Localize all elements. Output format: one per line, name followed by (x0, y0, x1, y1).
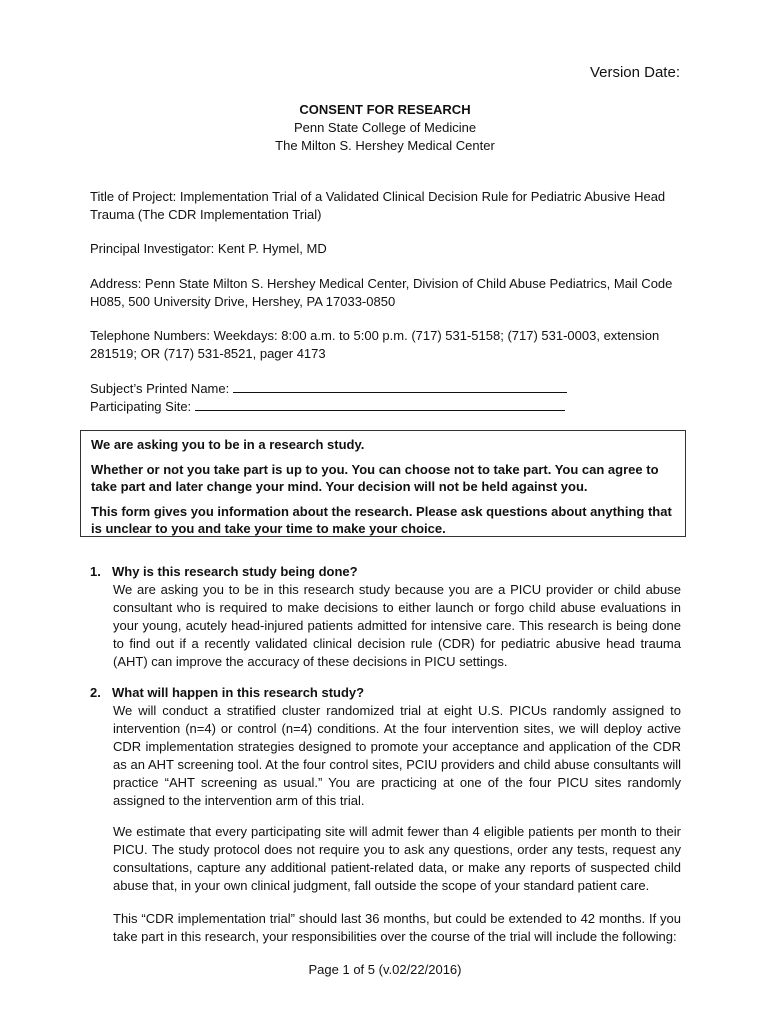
section-1-number: 1. (90, 564, 101, 579)
subject-name-label: Subject’s Printed Name: (90, 381, 230, 396)
section-2-heading (90, 684, 364, 702)
page-footer: Page 1 of 5 (v.02/22/2016) (308, 962, 462, 977)
principal-investigator: Principal Investigator: Kent P. Hymel, MD (90, 241, 327, 256)
address: Address: Penn State Milton S. Hershey Medical Center, Division of Child Abuse Pediatrics, Mail Code H085, 500 University Drive, Hershey, PA 17033-0850 (90, 276, 673, 309)
participating-site-blank-line (195, 397, 565, 411)
version-date-label: Version Date: (589, 64, 680, 81)
notice-line-2: Whether or not you take part is up to you. You can choose not to take part. You can agree to take part and later change your mind. Your decision will not be held against you. (91, 462, 659, 494)
section-2-paragraph-2: We estimate that every participating site will admit fewer than 4 eligible patients per month to their PICU. The study protocol does not require you to ask any questions, order any tests, request any consultations, capture any additional patient-related data, or make any reports of suspected child abuse that, in your own clinical judgment, fall outside the scope of your standard patient care. (113, 824, 681, 893)
section-2-number: 2. (90, 685, 101, 700)
medical-center-name: The Milton S. Hershey Medical Center (275, 138, 495, 153)
document-title: CONSENT FOR RESEARCH (299, 102, 471, 117)
notice-line-1: We are asking you to be in a research study. (91, 437, 365, 452)
participating-site-field (90, 397, 686, 416)
project-title: Title of Project: Implementation Trial of a Validated Clinical Decision Rule for Pediatric Abusive Head Trauma (The CDR Implementation Trial) (90, 189, 666, 222)
institution-name: Penn State College of Medicine (293, 120, 477, 135)
document-header (0, 101, 770, 155)
section-2-paragraph-3: This “CDR implementation trial” should last 36 months, but could be extended to 42 months. If you take part in this research, your responsibilities over the course of the trial will include the following: (113, 911, 681, 944)
subject-name-blank-line (233, 379, 567, 393)
subject-name-field (90, 379, 686, 398)
section-1-paragraph-1: We are asking you to be in this research study because you are a PICU provider or child abuse consultant who is required to make decisions to either launch or forgo child abuse evaluations in your young, acutely head-injured patients admitted for intensive care. This research is being done to find out if a recently validated clinical decision rule (CDR) for pediatric abusive head trauma (AHT) can improve the accuracy of these decisions in PICU settings. (113, 582, 681, 669)
section-1-title: Why is this research study being done? (112, 564, 358, 579)
section-2-paragraph-1: We will conduct a stratified cluster randomized trial at eight U.S. PICUs randomly assigned to intervention (n=4) or control (n=4) conditions. At the four intervention sites, we will deploy active CDR implementation strategies designed to promote your acceptance and application of the CDR as an AHT screening tool. At the four control sites, PCIU providers and child abuse consultants will practice “AHT screening as usual.” You are practicing at one of the four PICU sites randomly assigned to the intervention arm of this trial. (113, 703, 681, 808)
participating-site-label: Participating Site: (90, 399, 192, 414)
notice-line-3: This form gives you information about the research. Please ask questions about anything that is unclear to you and take your time to make your choice. (91, 504, 672, 536)
telephone-numbers: Telephone Numbers: Weekdays: 8:00 a.m. to 5:00 p.m. (717) 531-5158; (717) 531-0003, extension 281519; OR (717) 531-8521, pager 4173 (90, 328, 660, 361)
section-2-title: What will happen in this research study? (112, 685, 365, 700)
section-1-heading (90, 563, 358, 581)
notice-box (80, 430, 686, 537)
